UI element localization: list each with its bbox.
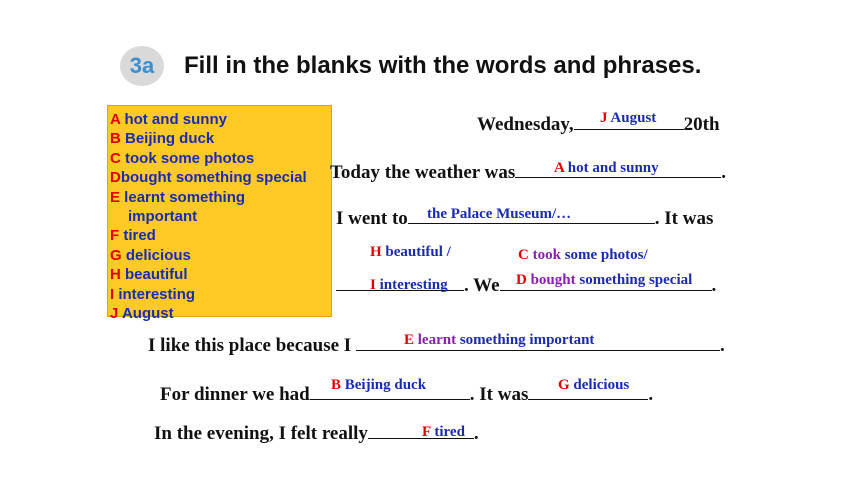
- taste-answer: G delicious: [558, 377, 630, 393]
- instruction-heading: Fill in the blanks with the words and phrases.: [184, 52, 702, 79]
- we-answer-2: D bought something special: [516, 272, 693, 288]
- word-bank-item: I interesting: [110, 285, 196, 303]
- place-answer: the Palace Museum/…: [427, 206, 572, 222]
- felt-answer: F tired: [422, 424, 465, 440]
- word-bank-item: J August: [110, 305, 174, 323]
- date-line: Wednesday, 20th: [477, 109, 720, 136]
- weather-line: Today the weather was .: [330, 157, 726, 184]
- we-answer-1: C took some photos/: [518, 247, 648, 263]
- word-bank-box: [107, 105, 332, 323]
- exercise-badge: [120, 46, 164, 86]
- word-bank-item: H beautiful: [110, 266, 188, 284]
- word-bank-item: C took some photos: [110, 149, 255, 167]
- exercise-number: 3a: [129, 53, 155, 78]
- word-bank-item: important: [128, 208, 198, 226]
- we-line: . We .: [336, 270, 716, 297]
- dinner-line: For dinner we had . It was .: [160, 379, 653, 406]
- word-bank-item: E learnt something: [110, 188, 246, 206]
- word-bank-item: Dbought something special: [110, 169, 307, 187]
- dinner-answer: B Beijing duck: [331, 377, 427, 393]
- like-line: I like this place because I .: [148, 330, 725, 357]
- word-bank-item: G delicious: [110, 246, 191, 264]
- evening-line: In the evening, I felt really .: [154, 418, 479, 445]
- itwas-answer-1: H beautiful /: [370, 244, 451, 260]
- like-answer: E learnt something important: [404, 332, 595, 348]
- went-line: I went to . It was: [336, 203, 713, 230]
- word-bank-item: A hot and sunny: [110, 111, 227, 128]
- date-answer: J August: [600, 110, 657, 126]
- weather-answer: A hot and sunny: [554, 160, 659, 176]
- itwas-answer-2: I interesting: [370, 277, 448, 293]
- word-bank-item: F tired: [110, 227, 156, 245]
- word-bank-item: B Beijing duck: [110, 130, 215, 148]
